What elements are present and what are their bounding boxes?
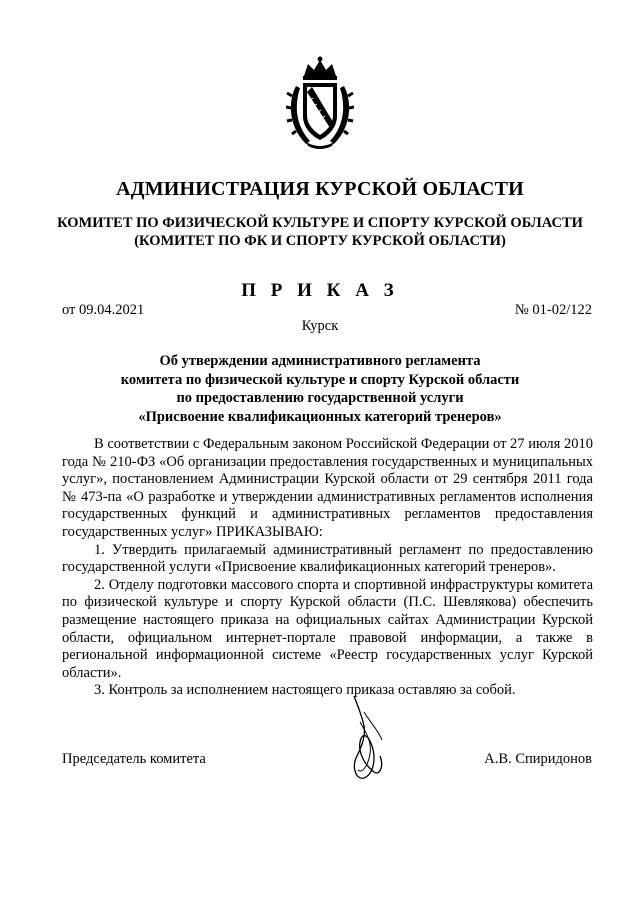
subject-line3: по предоставлению государственной услуги (176, 390, 464, 406)
subject-line1: Об утверждении административного регламента (159, 353, 481, 369)
preamble-paragraph: В соответствии с Федеральным законом Российской Федерации от 27 июля 2010 года № 210-ФЗ «Об организации предоставления государственных и муниципальных услуг», постановлением Администрации Курской области от 29 сентября 2011 года № 473-па «О разработке и утверждении административных регламентов исполнения государственных функций и административных регламентов предоставления государственных услуг» ПРИКАЗЫВАЮ: (62, 436, 593, 540)
order-city: Курск (301, 318, 339, 334)
item-2-paragraph: 2. Отделу подготовки массового спорта и спортивной инфраструктуры комитета по физической культуре и спорту Курской области (П.С. Шевлякова) обеспечить размещение настоящего приказа на официальных сайтах Администрации Курской области, официальном интернет-портале правовой информации, а также в региональной информационной системе «Реестр государственных услуг Курской области». (62, 576, 593, 681)
handwritten-signature (340, 692, 400, 788)
subject-line2: комитета по физической культуре и спорту Курской области (120, 371, 520, 388)
committee-name-line2: (КОМИТЕТ ПО ФК И СПОРТУ КУРСКОЙ ОБЛАСТИ) (134, 233, 506, 249)
coat-of-arms-emblem (286, 56, 354, 151)
subject-line4: «Присвоение квалификационных категорий тренеров» (138, 408, 502, 425)
order-title: П Р И К А З (241, 280, 399, 301)
committee-name (0, 214, 640, 250)
organization-title: АДМИНИСТРАЦИЯ КУРСКОЙ ОБЛАСТИ (116, 178, 524, 200)
order-date: от 09.04.2021 (62, 302, 145, 318)
order-subject (0, 352, 640, 426)
item-3-paragraph: 3. Контроль за исполнением настоящего приказа оставляю за собой. (94, 682, 516, 699)
committee-name-line1: КОМИТЕТ ПО ФИЗИЧЕСКОЙ КУЛЬТУРЕ И СПОРТУ КУРСКОЙ ОБЛАСТИ (57, 215, 583, 231)
item-1-paragraph: 1. Утвердить прилагаемый административный регламент по предоставлению государственной услуги «Присвоение квалификационных категорий тренеров». (62, 541, 593, 576)
signatory-name: А.В. Спиридонов (484, 751, 592, 767)
order-number: № 01-02/122 (514, 302, 592, 318)
signatory-position: Председатель комитета (62, 751, 206, 767)
order-body (62, 436, 593, 700)
